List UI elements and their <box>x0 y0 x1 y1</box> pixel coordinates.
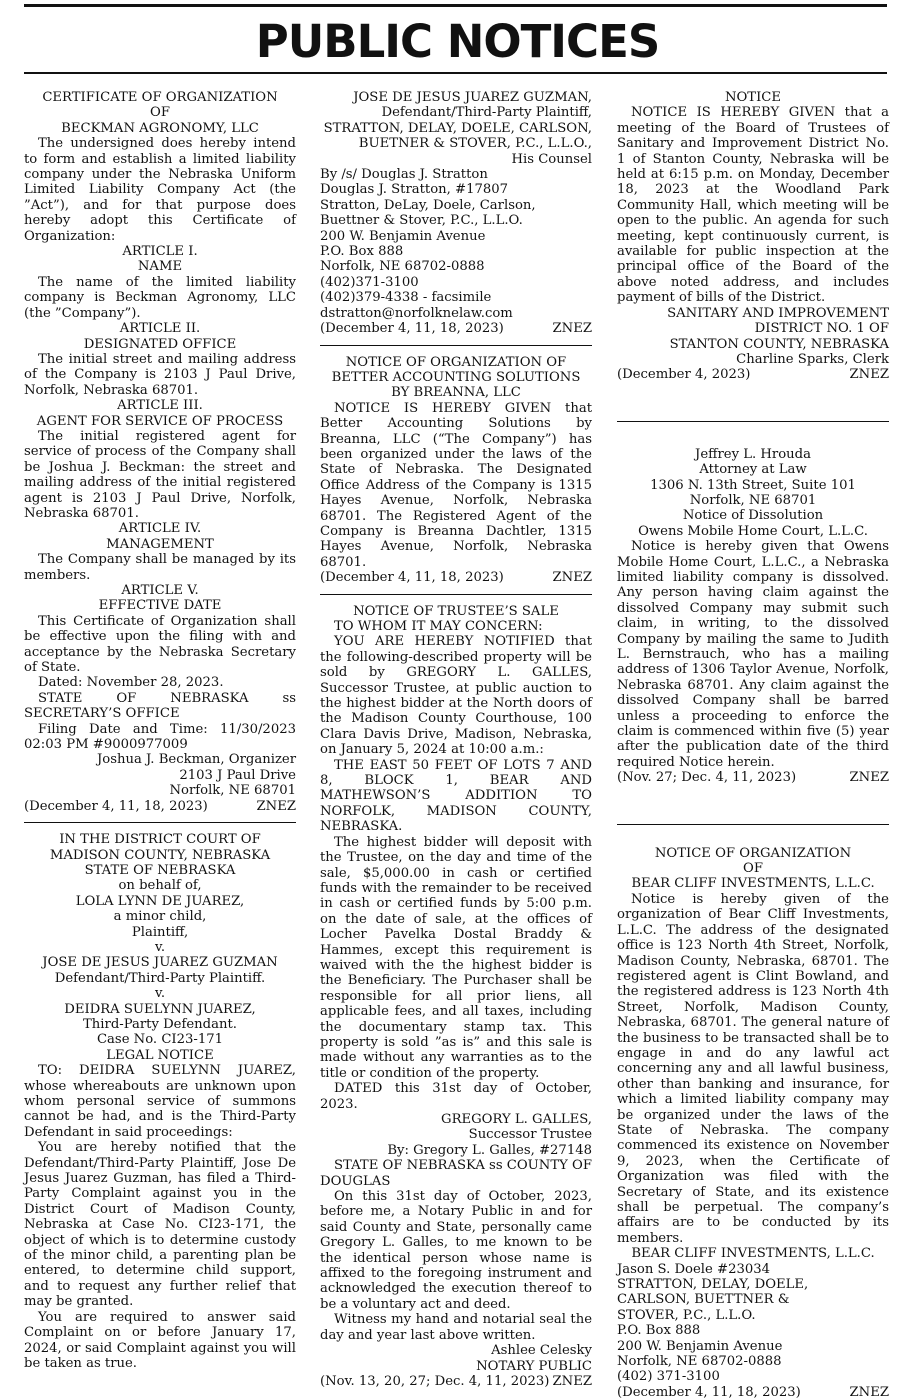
attorney-line: P.O. Box 888 <box>320 244 404 260</box>
column-1 <box>24 90 296 1392</box>
publication-code: ZNEZ <box>256 798 296 814</box>
notice-title: NOTICE <box>724 90 782 105</box>
publication-footer <box>24 799 296 814</box>
signature-line: Joshua J. Beckman, Organizer <box>97 752 296 768</box>
notice-divider <box>617 824 889 825</box>
notice-title-line: BETTER ACCOUNTING SOLUTIONS <box>331 369 581 385</box>
publication-footer <box>617 1385 889 1400</box>
signature-line: Successor Trustee <box>468 1127 592 1143</box>
spacer <box>617 834 889 846</box>
article-heading: ARTICLE IV. <box>118 521 202 537</box>
caption-line: LEGAL NOTICE <box>106 1047 214 1063</box>
publication-footer <box>617 367 889 382</box>
caption-line: v. <box>154 986 166 1002</box>
signature-line: GREGORY L. GALLES, <box>441 1112 592 1127</box>
notice-court-case-continued <box>320 90 592 337</box>
notice-divider <box>24 822 296 823</box>
article-heading: ARTICLE III. <box>117 398 203 414</box>
legal-description: THE EAST 50 FEET OF LOTS 7 AND 8, BLOCK 1, BEAR AND MATHEWSON’S ADDITION TO NORFOLK, MADISON COUNTY, NEBRASKA. <box>320 757 592 835</box>
attorney-line: By /s/ Douglas J. Stratton <box>320 167 488 183</box>
publication-footer <box>320 1374 592 1389</box>
notice-court-case <box>24 832 296 1371</box>
article-subheading: AGENT FOR SERVICE OF PROCESS <box>36 413 284 429</box>
notice-better-accounting <box>320 355 592 586</box>
publication-code: ZNEZ <box>552 1373 592 1389</box>
caption-line: JOSE DE JESUS JUAREZ GUZMAN <box>42 955 278 971</box>
notice-title-line: NOTICE OF ORGANIZATION <box>654 845 852 861</box>
notice-paragraph: You are hereby notified that the Defendant/Third-Party Plaintiff, Jose De Jesus Juarez Guzman, has filed a Third-Party Complaint against you in the District Court of Madison County, Nebraska at Case No. CI23-171, the object of which is to determine custody of the minor child, a parenting plan be entered, to determine child support, and to request any further relief that may be granted. <box>24 1140 296 1310</box>
attorney-line: (402)379-4338 - facsimile <box>320 290 492 306</box>
attorney-line: Stratton, DeLay, Doele, Carlson, <box>320 197 536 213</box>
attorney-line: STRATTON, DELAY, DOELE, <box>617 1277 809 1293</box>
article-text: The initial street and mailing address of the Company is 2103 J Paul Drive, Norfolk, Nebraska 68701. <box>24 351 296 398</box>
article-text: The Company shall be managed by its members. <box>24 552 296 583</box>
signature-line: 2103 J Paul Drive <box>179 767 296 783</box>
attorney-line: 200 W. Benjamin Avenue <box>320 228 486 244</box>
spacer <box>617 786 889 816</box>
spacer <box>617 431 889 447</box>
signature-line: STANTON COUNTY, NEBRASKA <box>669 336 889 352</box>
page-title: PUBLIC NOTICES <box>255 15 660 68</box>
notary-line: Ashlee Celesky <box>491 1343 592 1359</box>
publication-code: ZNEZ <box>849 1384 889 1400</box>
article-heading: ARTICLE V. <box>121 583 199 598</box>
article-subheading: DESIGNATED OFFICE <box>83 336 237 352</box>
attorney-line: Jason S. Doele #23034 <box>617 1261 771 1277</box>
notice-paragraph: NOTICE IS HEREBY GIVEN that Better Accounting Solutions by Breanna, LLC (“The Company”) has been organized under the laws of the State of Nebraska. The Designated Office Address of the Company is 1315 Hayes Avenue, Norfolk, Nebraska 68701. The Registered Agent of the Company is Breanna Dachtler, 1315 Hayes Avenue, Norfolk, Nebraska 68701. <box>320 400 592 570</box>
header-line: Norfolk, NE 68701 <box>689 492 817 508</box>
filing-line: Filing Date and Time: 11/30/2023 02:03 PM #9000977009 <box>24 721 296 753</box>
attorney-line: CARLSON, BUETTNER & <box>617 1292 790 1308</box>
publication-dates: (December 4, 11, 18, 2023) <box>24 798 208 814</box>
notice-sid-meeting <box>617 90 889 383</box>
notice-bear-cliff <box>617 846 889 1400</box>
signature-line: By: Gregory L. Galles, #27148 <box>387 1142 592 1158</box>
article-heading: ARTICLE II. <box>119 321 201 337</box>
notice-divider <box>617 421 889 422</box>
notice-paragraph: Witness my hand and notarial seal the day and year last above written. <box>320 1312 592 1343</box>
column-2 <box>320 90 592 1392</box>
notice-paragraph: NOTICE IS HEREBY GIVEN that a meeting of the Board of Trustees of Sanitary and Improvement District No. 1 of Stanton County, Nebraska will be held at 6:15 p.m. on Monday, December 18, 2023 at the Woodland Park Community Hall, which meeting will be open to the public. An agenda for such meeting, kept continuously current, is available for public inspection at the principal office of the Board of the above noted address, and includes payment of bills of the District. <box>617 105 889 306</box>
counsel-line: BUETNER & STOVER, P.C., L.L.O., <box>358 136 592 152</box>
attorney-line: (402)371-3100 <box>320 274 419 290</box>
publication-footer <box>617 770 889 785</box>
header-line: Notice of Dissolution <box>682 508 824 524</box>
caption-line: DEIDRA SUELYNN JUAREZ, <box>64 1001 256 1017</box>
caption-line: IN THE DISTRICT COURT OF <box>59 832 261 848</box>
publication-code: ZNEZ <box>849 770 889 786</box>
caption-line: Plaintiff, <box>131 924 189 940</box>
header-line: Attorney at Law <box>699 462 807 478</box>
signature-line: SANITARY AND IMPROVEMENT <box>667 305 889 321</box>
attorney-email: dstratton@norfolknelaw.com <box>320 305 513 321</box>
notice-paragraph: YOU ARE HEREBY NOTIFIED that the following-described property will be sold by GREGORY L. GALLES, Successor Trustee, at public auction to the highest bidder at the North doors of the Madison County Courthouse, 100 Clara Davis Drive, Madison, Nebraska, on January 5, 2024 at 10:00 a.m.: <box>320 634 592 758</box>
notice-paragraph: You are required to answer said Complaint on or before January 17, 2024, or said Complaint against you will be taken as true. <box>24 1309 296 1371</box>
attorney-line: P.O. Box 888 <box>617 1323 701 1339</box>
counsel-line: His Counsel <box>511 151 592 167</box>
notice-title: NOTICE OF TRUSTEE’S SALE <box>353 603 559 619</box>
top-rule <box>24 4 887 7</box>
header-line: Owens Mobile Home Court, L.L.C. <box>638 523 868 539</box>
header-line: 1306 N. 13th Street, Suite 101 <box>650 477 856 493</box>
notice-paragraph: Notice is hereby given that Owens Mobile Home Court, L.L.C., a Nebraska limited liability company is dissolved. Any person having claim against the dissolved Company may submit such claim, in writing, to the dissolved Company by mailing the same to Judith L. Bernstrauch, who has a mailing address of 1306 Taylor Avenue, Norfolk, Nebraska 68701. Any claim against the dissolved Company shall be barred unless a proceeding to enforce the claim is commenced within five (5) year after the publication date of the third required Notice herein. <box>617 539 889 770</box>
company-line: BEAR CLIFF INVESTMENTS, L.L.C. <box>631 1246 875 1262</box>
publication-footer <box>320 570 592 585</box>
publication-code: ZNEZ <box>849 367 889 383</box>
notice-beckman-agronomy <box>24 90 296 814</box>
publication-dates: (Nov. 27; Dec. 4, 11, 2023) <box>617 770 797 786</box>
article-subheading: EFFECTIVE DATE <box>98 598 222 614</box>
notary-line: NOTARY PUBLIC <box>476 1358 592 1374</box>
publication-code: ZNEZ <box>552 321 592 337</box>
attorney-line: Douglas J. Stratton, #17807 <box>320 182 509 198</box>
article-subheading: NAME <box>137 259 183 275</box>
notice-paragraph: Notice is hereby given of the organization of Bear Cliff Investments, L.L.C. The address of the designated office is 123 North 4th Street, Norfolk, Madison County, Nebraska, 68701. The registered agent is Clint Bowland, and the registered address is 123 North 4th Street, Norfolk, Madison County, Nebraska, 68701. The general nature of the business to be transacted shall be to engage in and do any lawful act concerning any and all lawful business, other than banking and insurance, for which a limited liability company may be organized under the laws of the State of Nebraska. The company commenced its existence on November 9, 2023, when the Certificate of Organization was filed with the Secretary of State, and its existence shall be perpetual. The company’s affairs are to be conducted by its members. <box>617 891 889 1246</box>
notice-title-line: BECKMAN AGRONOMY, LLC <box>61 120 259 136</box>
article-text: The initial registered agent for service of process of the Company shall be Joshua J. Beckman: the street and mailing address of the initial registered agent is 2103 J Paul Drive, Norfolk, Nebraska 68701. <box>24 428 296 521</box>
notice-dissolution <box>617 447 889 786</box>
article-text: The name of the limited liability company is Beckman Agronomy, LLC (the ”Company”). <box>24 274 296 321</box>
publication-dates: (Nov. 13, 20, 27; Dec. 4, 11, 2023) <box>320 1373 550 1389</box>
signature-line: Norfolk, NE 68701 <box>169 783 296 799</box>
caption-line: on behalf of, <box>118 878 202 894</box>
article-text: This Certificate of Organization shall be effective upon the filing with and acceptance by the Nebraska Secretary of State. <box>24 613 296 676</box>
publication-dates: (December 4, 2023) <box>617 367 751 383</box>
caption-line: Defendant/Third-Party Plaintiff. <box>54 970 266 986</box>
publication-dates: (December 4, 11, 18, 2023) <box>320 570 504 586</box>
notice-divider <box>320 594 592 595</box>
notice-paragraph: On this 31st day of October, 2023, before me, a Notary Public in and for said County and State, personally came Gregory L. Galles, to me known to be the identical person whose name is affixed to the foregoing instrument and acknowledged the execution thereof to be a voluntary act and deed. <box>320 1189 592 1312</box>
publication-code: ZNEZ <box>552 570 592 586</box>
column-3 <box>617 90 889 1400</box>
header-line: Jeffrey L. Hrouda <box>695 446 811 462</box>
notice-paragraph: The highest bidder will deposit with the Trustee, on the day and time of the sale, $5,000.00 in cash or certified funds with the remainder to be received in cash or certified funds by 5:00 p.m. on the date of sale, at the offices of Locher Pavelka Dostal Braddy & Hammes, except this requirement is waived with the the highest bidder is the Beneficiary. The Purchaser shall be responsible for all prior liens, all applicable fees, and all taxes, including the documentary stamp tax. This property is sold ”as is” and this sale is made without any warranties as to the title or condition of the property. <box>320 834 592 1081</box>
caption-line: v. <box>154 939 166 955</box>
publication-dates: (December 4, 11, 18, 2023) <box>617 1384 801 1400</box>
header-rule <box>24 72 887 74</box>
article-subheading: MANAGEMENT <box>106 536 214 552</box>
counsel-line: STRATTON, DELAY, DOELE, CARLSON, <box>323 120 592 136</box>
signature-line: Charline Sparks, Clerk <box>736 351 889 367</box>
attorney-line: Norfolk, NE 68702-0888 <box>617 1354 782 1370</box>
caption-line: Case No. CI23-171 <box>96 1032 224 1048</box>
state-line: STATE OF NEBRASKA ss SECRETARY’S OFFICE <box>24 690 296 722</box>
state-line: STATE OF NEBRASKA ss COUNTY OF DOUGLAS <box>320 1158 592 1189</box>
signature-line: DISTRICT NO. 1 OF <box>754 321 889 337</box>
notice-title-line: BY BREANNA, LLC <box>391 385 521 401</box>
dated-line: DATED this 31st day of October, 2023. <box>320 1081 592 1112</box>
notice-title-line: BEAR CLIFF INVESTMENTS, L.L.C. <box>631 876 875 892</box>
caption-line: Third-Party Defendant. <box>83 1016 237 1032</box>
attorney-line: Buettner & Stover, P.C., L.L.O. <box>320 213 523 229</box>
notice-paragraph: The undersigned does hereby intend to form and establish a limited liability company under the Nebraska Uniform Limited Liability Company Act (the ”Act”), and for that purpose does hereby adopt this Certificate of Organization: <box>24 136 296 244</box>
notice-title-line: OF <box>150 105 170 121</box>
caption-line: STATE OF NEBRASKA <box>84 862 236 878</box>
spacer <box>617 383 889 413</box>
attorney-line: (402) 371-3100 <box>617 1369 720 1385</box>
attorney-line: STOVER, P.C., L.L.O. <box>617 1307 756 1323</box>
notice-divider <box>320 345 592 346</box>
counsel-line: JOSE DE JESUS JUAREZ GUZMAN, <box>353 90 592 105</box>
dated-line: Dated: November 28, 2023. <box>38 675 224 691</box>
caption-line: MADISON COUNTY, NEBRASKA <box>49 847 271 863</box>
publication-dates: (December 4, 11, 18, 2023) <box>320 321 504 337</box>
attorney-line: Norfolk, NE 68702-0888 <box>320 259 485 275</box>
notice-trustee-sale <box>320 604 592 1390</box>
caption-line: LOLA LYNN DE JUAREZ, <box>75 893 245 909</box>
notice-title-line: OF <box>743 861 763 877</box>
notice-title-line: NOTICE OF ORGANIZATION OF <box>345 354 567 370</box>
notice-paragraph: TO: DEIDRA SUELYNN JUAREZ, whose whereabouts are unknown upon whom personal service of summons cannot be had, and is the Third-Party Defendant in said proceedings: <box>24 1063 296 1140</box>
publication-footer <box>320 321 592 336</box>
caption-line: a minor child, <box>113 909 207 925</box>
notice-title-line: CERTIFICATE OF ORGANIZATION <box>42 90 278 105</box>
salutation: TO WHOM IT MAY CONCERN: <box>334 619 543 634</box>
counsel-line: Defendant/Third-Party Plaintiff, <box>381 105 592 121</box>
attorney-line: 200 W. Benjamin Avenue <box>617 1338 783 1354</box>
article-heading: ARTICLE I. <box>122 244 198 260</box>
